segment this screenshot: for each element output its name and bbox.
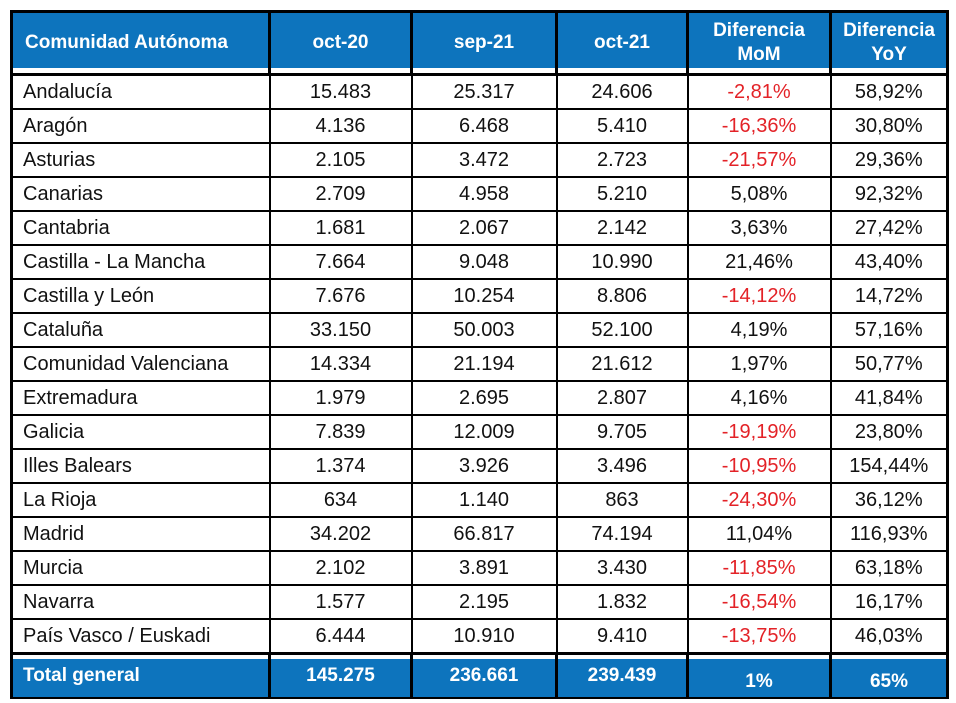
cell-oct21-value: 3.496 (557, 449, 688, 483)
cell-region-name: Cantabria (12, 211, 270, 245)
cell-diferencia-yoy: 36,12% (831, 483, 948, 517)
cell-region-name: Asturias (12, 143, 270, 177)
cell-diferencia-yoy: 41,84% (831, 381, 948, 415)
cell-sep21-value: 6.468 (412, 109, 557, 143)
cell-diferencia-mom: 11,04% (688, 517, 831, 551)
table-row (12, 381, 948, 415)
table-row (12, 177, 948, 211)
cell-diferencia-mom: 1,97% (688, 347, 831, 381)
cell-oct21-value: 8.806 (557, 279, 688, 313)
cell-region-name: Castilla - La Mancha (12, 245, 270, 279)
table-row (12, 347, 948, 381)
regions-data-table (10, 10, 949, 699)
cell-oct20-value: 634 (270, 483, 412, 517)
cell-sep21-value: 2.695 (412, 381, 557, 415)
cell-sep21-value: 10.254 (412, 279, 557, 313)
cell-diferencia-yoy: 14,72% (831, 279, 948, 313)
cell-diferencia-mom: -16,36% (688, 109, 831, 143)
cell-region-name: Navarra (12, 585, 270, 619)
cell-sep21-value: 25.317 (412, 75, 557, 110)
col-header-comunidad-autonoma: Comunidad Autónoma (12, 12, 270, 75)
table-header (12, 12, 948, 75)
cell-sep21-value: 50.003 (412, 313, 557, 347)
table-row (12, 279, 948, 313)
cell-region-name: Madrid (12, 517, 270, 551)
cell-oct21-value: 24.606 (557, 75, 688, 110)
col-header-oct-21: oct-21 (557, 12, 688, 75)
cell-region-name: Murcia (12, 551, 270, 585)
cell-diferencia-mom: -2,81% (688, 75, 831, 110)
cell-diferencia-mom: 4,16% (688, 381, 831, 415)
cell-diferencia-yoy: 154,44% (831, 449, 948, 483)
total-sep21: 236.661 (412, 654, 557, 699)
cell-diferencia-mom: -14,12% (688, 279, 831, 313)
col-header-diferencia-mom: Diferencia MoM (688, 12, 831, 75)
table-row (12, 449, 948, 483)
cell-oct20-value: 6.444 (270, 619, 412, 654)
cell-diferencia-yoy: 63,18% (831, 551, 948, 585)
cell-region-name: Illes Balears (12, 449, 270, 483)
cell-oct21-value: 3.430 (557, 551, 688, 585)
cell-diferencia-yoy: 30,80% (831, 109, 948, 143)
cell-diferencia-yoy: 92,32% (831, 177, 948, 211)
cell-diferencia-yoy: 27,42% (831, 211, 948, 245)
table-row (12, 551, 948, 585)
table-row (12, 245, 948, 279)
table-footer (12, 654, 948, 699)
cell-diferencia-mom: -19,19% (688, 415, 831, 449)
table-row (12, 109, 948, 143)
table-row (12, 415, 948, 449)
table-row (12, 75, 948, 110)
cell-oct20-value: 4.136 (270, 109, 412, 143)
cell-sep21-value: 4.958 (412, 177, 557, 211)
col-header-oct-20: oct-20 (270, 12, 412, 75)
cell-oct21-value: 10.990 (557, 245, 688, 279)
table-row (12, 143, 948, 177)
cell-region-name: La Rioja (12, 483, 270, 517)
cell-oct20-value: 1.979 (270, 381, 412, 415)
cell-oct20-value: 7.839 (270, 415, 412, 449)
cell-diferencia-mom: 4,19% (688, 313, 831, 347)
cell-diferencia-mom: -11,85% (688, 551, 831, 585)
cell-diferencia-mom: -10,95% (688, 449, 831, 483)
cell-sep21-value: 12.009 (412, 415, 557, 449)
cell-sep21-value: 66.817 (412, 517, 557, 551)
cell-oct20-value: 34.202 (270, 517, 412, 551)
cell-oct21-value: 21.612 (557, 347, 688, 381)
cell-sep21-value: 1.140 (412, 483, 557, 517)
cell-diferencia-yoy: 57,16% (831, 313, 948, 347)
cell-region-name: Andalucía (12, 75, 270, 110)
cell-sep21-value: 3.472 (412, 143, 557, 177)
col-header-diferencia-yoy: Diferencia YoY (831, 12, 948, 75)
regions-data-table-container (10, 10, 946, 699)
cell-region-name: Cataluña (12, 313, 270, 347)
cell-diferencia-mom: -21,57% (688, 143, 831, 177)
cell-region-name: Extremadura (12, 381, 270, 415)
cell-diferencia-yoy: 16,17% (831, 585, 948, 619)
cell-region-name: País Vasco / Euskadi (12, 619, 270, 654)
cell-diferencia-mom: 5,08% (688, 177, 831, 211)
table-row (12, 585, 948, 619)
cell-diferencia-yoy: 116,93% (831, 517, 948, 551)
total-diferencia-mom: 1% (688, 654, 831, 699)
cell-sep21-value: 3.891 (412, 551, 557, 585)
cell-oct21-value: 74.194 (557, 517, 688, 551)
cell-oct21-value: 863 (557, 483, 688, 517)
cell-sep21-value: 2.195 (412, 585, 557, 619)
cell-region-name: Castilla y León (12, 279, 270, 313)
cell-oct21-value: 5.410 (557, 109, 688, 143)
cell-diferencia-mom: -24,30% (688, 483, 831, 517)
cell-oct20-value: 1.577 (270, 585, 412, 619)
cell-diferencia-yoy: 58,92% (831, 75, 948, 110)
col-header-sep-21: sep-21 (412, 12, 557, 75)
cell-diferencia-mom: 3,63% (688, 211, 831, 245)
cell-diferencia-mom: 21,46% (688, 245, 831, 279)
cell-oct21-value: 9.410 (557, 619, 688, 654)
cell-oct20-value: 1.681 (270, 211, 412, 245)
cell-diferencia-mom: -16,54% (688, 585, 831, 619)
total-row (12, 654, 948, 699)
cell-oct20-value: 15.483 (270, 75, 412, 110)
cell-oct20-value: 14.334 (270, 347, 412, 381)
cell-oct20-value: 2.105 (270, 143, 412, 177)
total-oct21: 239.439 (557, 654, 688, 699)
cell-oct21-value: 9.705 (557, 415, 688, 449)
cell-oct20-value: 1.374 (270, 449, 412, 483)
cell-region-name: Galicia (12, 415, 270, 449)
cell-oct21-value: 5.210 (557, 177, 688, 211)
cell-oct21-value: 2.142 (557, 211, 688, 245)
cell-oct20-value: 2.102 (270, 551, 412, 585)
cell-region-name: Canarias (12, 177, 270, 211)
cell-oct21-value: 2.723 (557, 143, 688, 177)
cell-diferencia-mom: -13,75% (688, 619, 831, 654)
total-label: Total general (12, 654, 270, 699)
cell-sep21-value: 10.910 (412, 619, 557, 654)
cell-region-name: Comunidad Valenciana (12, 347, 270, 381)
table-row (12, 211, 948, 245)
cell-diferencia-yoy: 29,36% (831, 143, 948, 177)
cell-oct21-value: 1.832 (557, 585, 688, 619)
cell-diferencia-yoy: 23,80% (831, 415, 948, 449)
cell-sep21-value: 2.067 (412, 211, 557, 245)
cell-region-name: Aragón (12, 109, 270, 143)
cell-oct21-value: 52.100 (557, 313, 688, 347)
cell-oct20-value: 7.664 (270, 245, 412, 279)
cell-diferencia-yoy: 43,40% (831, 245, 948, 279)
total-oct20: 145.275 (270, 654, 412, 699)
table-row (12, 517, 948, 551)
table-row (12, 483, 948, 517)
cell-oct20-value: 33.150 (270, 313, 412, 347)
header-row (12, 12, 948, 75)
cell-oct21-value: 2.807 (557, 381, 688, 415)
cell-sep21-value: 3.926 (412, 449, 557, 483)
table-body (12, 75, 948, 654)
table-row (12, 619, 948, 654)
cell-diferencia-yoy: 46,03% (831, 619, 948, 654)
cell-oct20-value: 2.709 (270, 177, 412, 211)
cell-diferencia-yoy: 50,77% (831, 347, 948, 381)
cell-sep21-value: 21.194 (412, 347, 557, 381)
cell-oct20-value: 7.676 (270, 279, 412, 313)
table-row (12, 313, 948, 347)
total-diferencia-yoy: 65% (831, 654, 948, 699)
cell-sep21-value: 9.048 (412, 245, 557, 279)
